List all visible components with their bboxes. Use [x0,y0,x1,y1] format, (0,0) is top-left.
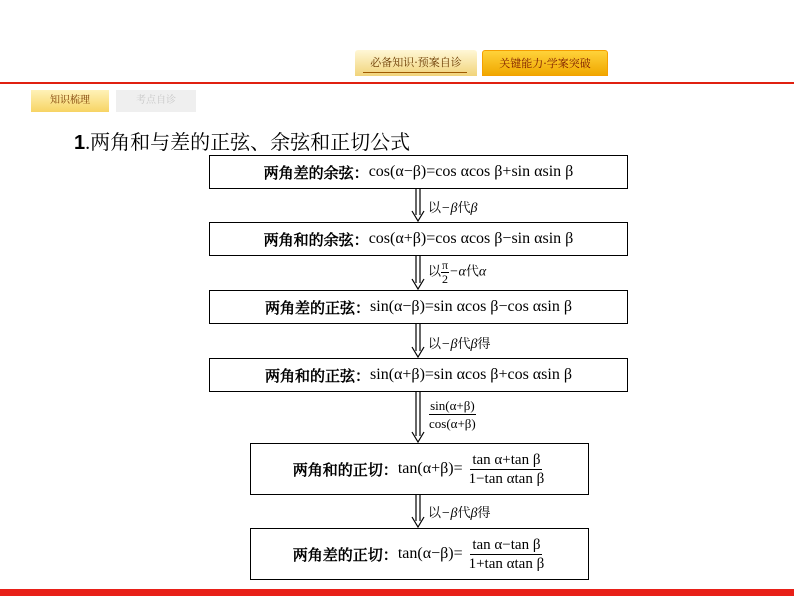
note-expr: −α [449,264,466,280]
subtab-knowledge-review[interactable]: 知识梳理 [31,90,109,112]
note-var: α [478,264,487,280]
formula-label: 两角差的正弦： [265,298,371,317]
note-mid: 代 [457,201,471,216]
formula-text: sin(α−β)=sin αcos β−cos αsin β [370,298,572,315]
tab-key-ability[interactable]: 关键能力·学案突破 [482,50,608,76]
note-expr: −β [441,337,458,352]
formula-label: 两角和的正切： [292,460,398,479]
formula-text: cos(α−β)=cos αcos β+sin αsin β [368,163,574,180]
formula-box-tan-sum [250,443,589,495]
formula-lhs: tan(α+β)= [397,460,463,477]
note-mid: 代 [457,337,471,352]
formula-label: 两角和的余弦： [263,230,369,249]
note-mid: 代 [465,264,479,280]
down-arrow-icon [409,256,427,290]
note-mid: 代 [457,506,471,521]
note-fraction [441,259,449,286]
formula-label: 两角差的正切： [292,545,398,564]
arrow-note [428,333,490,353]
note-fraction-den: cos(α+β) [429,416,476,431]
footer-bar [0,589,794,596]
formula-box-cos-diff [209,155,628,189]
note-prefix: 以 [428,506,442,521]
arrow-note [428,197,477,217]
tab-prep-self-diagnosis[interactable]: 必备知识·预案自诊 [355,50,477,76]
note-prefix: 以 [428,337,442,352]
note-fraction-num: sin(α+β) [430,398,475,413]
formula-lhs: tan(α−β)= [397,545,463,562]
fraction-denominator: 1−tan αtan β [468,470,545,487]
formula-box-sin-diff [209,290,628,324]
down-arrow-icon [409,189,427,222]
down-arrow-icon [409,392,427,443]
arrow-note [428,259,486,286]
formula-text: sin(α+β)=sin αcos β+cos αsin β [370,366,572,383]
note-var: β [470,337,478,352]
heading-number: 1 [74,132,86,154]
fraction-denominator: 1+tan αtan β [468,555,545,572]
formula-box-cos-sum [209,222,628,256]
fraction-numerator: tan α+tan β [472,451,541,468]
note-fraction-num: π [442,258,449,272]
formula-fraction [467,536,547,573]
note-var: β [470,506,478,521]
down-arrow-icon [409,495,427,528]
note-expr: −β [441,506,458,521]
note-suffix: 得 [477,506,491,521]
arrow-note [428,397,477,432]
header-divider [0,82,794,84]
note-suffix: 得 [477,337,491,352]
note-fraction-den: 2 [442,272,449,286]
arrow-note [428,502,490,522]
page-title [74,126,410,155]
note-expr: −β [441,201,458,216]
formula-box-tan-diff [250,528,589,580]
note-var: β [470,201,478,216]
formula-label: 两角和的正弦： [265,366,371,385]
formula-fraction [467,451,547,488]
subtab-self-check[interactable]: 考点自诊 [116,90,196,112]
active-tab-underline [363,72,467,73]
formula-label: 两角差的余弦： [263,163,369,182]
down-arrow-icon [409,324,427,358]
note-prefix: 以 [428,264,442,280]
heading-text: .两角和与差的正弦、余弦和正切公式 [85,132,411,154]
note-fraction [428,397,477,432]
formula-box-sin-sum [209,358,628,392]
note-prefix: 以 [428,201,442,216]
formula-text: cos(α+β)=cos αcos β−sin αsin β [368,230,574,247]
fraction-numerator: tan α−tan β [472,536,541,553]
